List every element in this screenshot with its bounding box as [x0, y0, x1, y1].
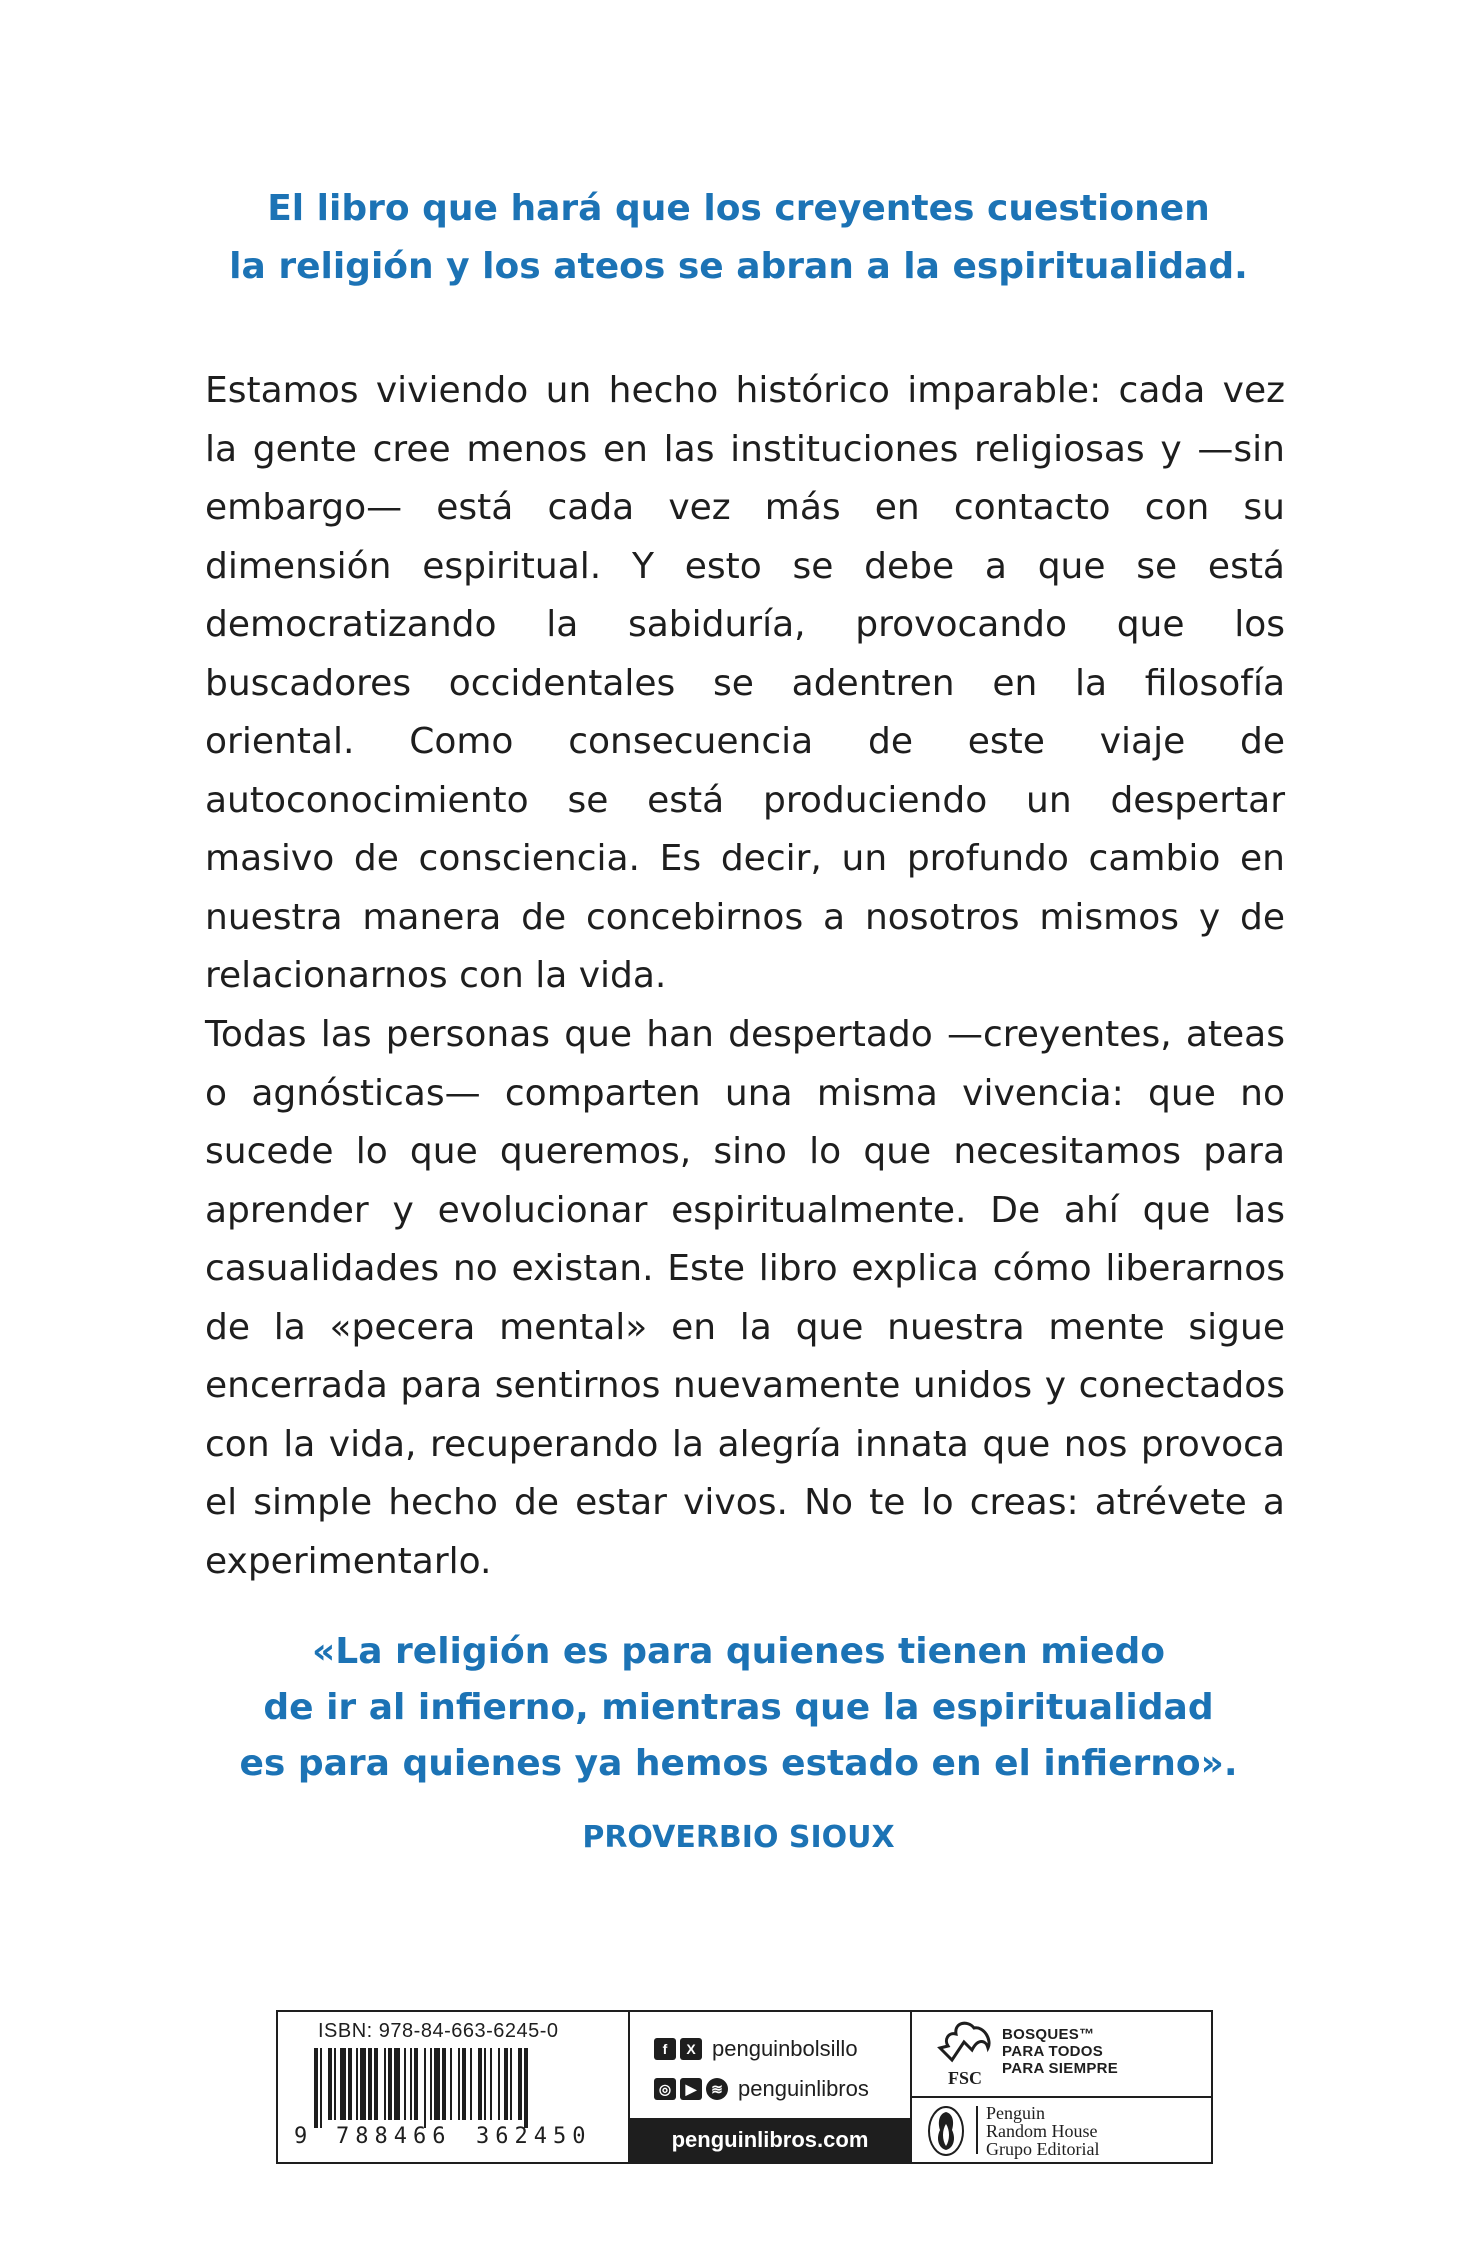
publisher-line-1: Penguin: [986, 2103, 1046, 2123]
back-cover-footer: [276, 2010, 1213, 2164]
publisher-line-2: Random House: [986, 2121, 1098, 2141]
social-row-1: [654, 2036, 858, 2062]
social-handle-2: penguinlibros: [738, 2076, 869, 2101]
barcode-bar: [320, 2048, 322, 2128]
isbn-text: ISBN: 978-84-663-6245-0: [318, 2020, 559, 2042]
barcode-bar: [442, 2048, 446, 2120]
barcode-bar: [510, 2048, 512, 2120]
barcode-digits-left: 788466: [336, 2124, 452, 2149]
barcode-bar: [404, 2048, 406, 2120]
barcode-bar: [524, 2048, 528, 2128]
barcode-bar: [388, 2048, 392, 2120]
quote: [0, 1624, 1477, 1792]
youtube-icon: ▶: [680, 2078, 702, 2100]
barcode-bar: [424, 2048, 426, 2128]
barcode-bar: [518, 2048, 522, 2120]
barcode-bar: [348, 2048, 352, 2120]
barcode-bar: [314, 2048, 318, 2128]
barcode-block: [278, 2012, 628, 2162]
instagram-icon: ◎: [654, 2078, 676, 2100]
social-handle-1: penguinbolsillo: [712, 2036, 858, 2061]
fsc-text-line-2: PARA TODOS: [1002, 2043, 1104, 2060]
body-paragraph-1: Estamos viviendo un hecho histórico imparable: cada vez la gente cree menos en las instituciones religiosas y —sin embargo— está cada vez más en contacto con su dimensión espiritual. Y esto se debe a que se está democratizando la sabiduría, provocando que los buscadores occidentales se adentren en la filosofía oriental. Como consecuencia de este viaje de autoconocimiento se está produciendo un despertar masivo de consciencia. Es decir, un profundo cambio en nuestra manera de concebirnos a nosotros mismos y de relacionarnos con la vida.: [205, 370, 1285, 996]
website-bar: penguinlibros.com: [630, 2118, 910, 2162]
barcode-digits-right: 362450: [476, 2124, 592, 2149]
fsc-text-line-3: PARA SIEMPRE: [1002, 2060, 1119, 2077]
barcode-digit-first: 9: [294, 2124, 308, 2149]
quote-line-3: es para quienes ya hemos estado en el infierno».: [239, 1743, 1238, 1784]
barcode-bar: [430, 2048, 432, 2120]
barcode-bar: [414, 2048, 418, 2120]
barcode-icon: [278, 2048, 628, 2128]
barcode-bar: [374, 2048, 378, 2120]
barcode-bar: [356, 2048, 358, 2120]
barcode-bar: [410, 2048, 412, 2120]
penguin-icon: [926, 2104, 966, 2158]
barcode-bar: [478, 2048, 482, 2120]
spotify-icon: ≋: [706, 2078, 728, 2100]
barcode-bar: [394, 2048, 400, 2120]
barcode-bar: [384, 2048, 386, 2120]
barcode-bar: [462, 2048, 466, 2120]
barcode-bar: [434, 2048, 440, 2120]
barcode-bar: [340, 2048, 346, 2120]
divider: [976, 2106, 978, 2154]
publisher-logo: [912, 2098, 1211, 2162]
x-icon: X: [680, 2038, 702, 2060]
quote-line-1: «La religión es para quienes tienen miedo: [312, 1631, 1165, 1672]
quote-line-2: de ir al infierno, mientras que la espiritualidad: [263, 1687, 1214, 1728]
certifications-block: [912, 2012, 1211, 2162]
publisher-text: [986, 2104, 1099, 2158]
barcode-bar: [368, 2048, 372, 2120]
barcode-bar: [504, 2048, 508, 2120]
barcode-bar: [490, 2048, 492, 2120]
barcode-bar: [328, 2048, 332, 2120]
fsc-text-line-1: BOSQUES™: [1002, 2026, 1095, 2043]
barcode-bar: [484, 2048, 486, 2120]
barcode-bar: [360, 2048, 366, 2120]
barcode-bar: [498, 2048, 500, 2120]
fsc-tree-icon: [934, 2018, 994, 2068]
fsc-label: FSC: [948, 2068, 983, 2088]
quote-attribution: PROVERBIO SIOUX: [582, 1820, 895, 1855]
barcode-bar: [334, 2048, 336, 2120]
social-row-2: [654, 2076, 869, 2102]
fsc-text: [1002, 2026, 1118, 2077]
social-block: [630, 2012, 910, 2162]
headline: [0, 180, 1477, 296]
publisher-line-3: Grupo Editorial: [986, 2139, 1100, 2159]
headline-line-2: la religión y los ateos se abran a la espiritualidad.: [229, 246, 1248, 287]
barcode-bar: [470, 2048, 472, 2120]
fsc-logo: [912, 2012, 1211, 2096]
barcode-bar: [458, 2048, 460, 2120]
body-paragraph-2: Todas las personas que han despertado —creyentes, ateas o agnósticas— comparten una misma vivencia: que no sucede lo que queremos, sino lo que necesitamos para aprender y evolucionar espiritualmente. De ahí que las casualidades no existan. Este libro explica cómo liberarnos de la «pecera mental» en la que nuestra mente sigue encerrada para sentirnos nuevamente unidos y conectados con la vida, recuperando la alegría innata que nos provoca el simple hecho de estar vivos. No te lo creas: atrévete a experimentarlo.: [205, 1014, 1285, 1582]
facebook-icon: f: [654, 2038, 676, 2060]
barcode-bar: [450, 2048, 452, 2120]
headline-line-1: El libro que hará que los creyentes cuestionen: [267, 188, 1210, 229]
